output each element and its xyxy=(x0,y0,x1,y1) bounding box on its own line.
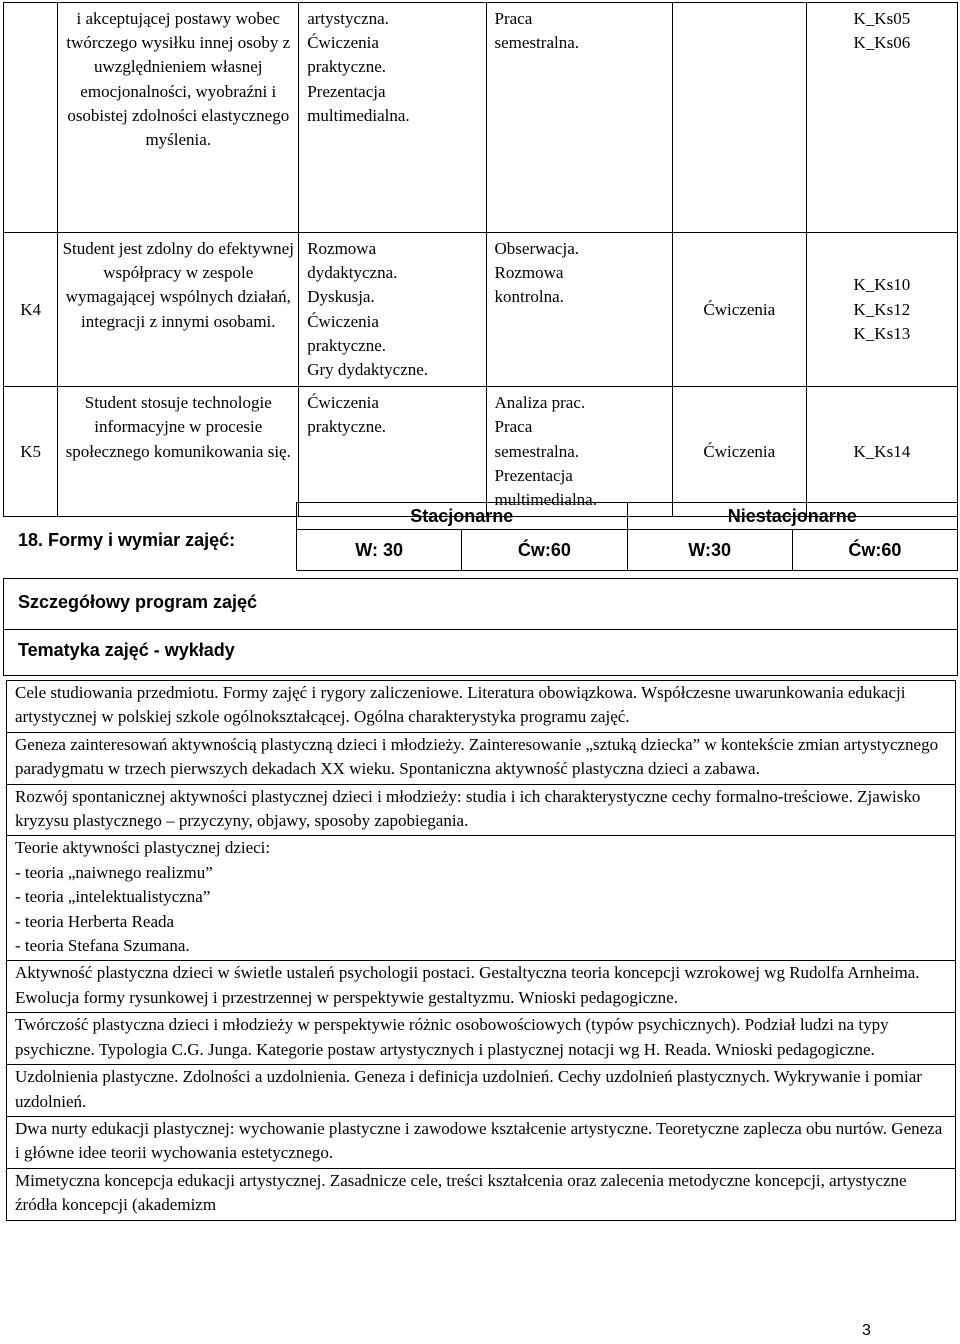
method-line: praktyczne. xyxy=(307,417,387,437)
topic-text: Twórczość plastyczna dzieci i młodzieży w perspektywie różnic osobowościowych (typów psychicznych). Podział ludzi na typy psychiczne. Typologia C.G. Junga. Kategorie postaw artystycznych i plastycznej notacji wg H. Reada. Wnioski pedagogiczne. xyxy=(7,1013,956,1065)
section-18-label: 18. Formy i wymiar zajęć: xyxy=(18,530,236,550)
effect-methods xyxy=(299,3,486,233)
effect-code: K4 xyxy=(4,233,58,387)
part-time-header: Niestacjonarne xyxy=(627,503,958,530)
reference-code: K_Ks06 xyxy=(853,33,911,53)
verification-line: Praca xyxy=(494,9,533,28)
topic-row xyxy=(7,1116,956,1168)
effects-row xyxy=(4,3,958,233)
topic-text: Dwa nurty edukacji plastycznej: wychowanie plastyczne i zawodowe kształcenie artystyczne. Teoretyczne zaplecza obu nurtów. Geneza i główne idee teorii wychowania estetycznego. xyxy=(7,1116,956,1168)
topic-text: Mimetyczna koncepcja edukacji artystycznej. Zasadnicze cele, treści kształcenia oraz zalecenia metodyczne koncepcji, artystyczne źródła koncepcji (akademizm xyxy=(7,1168,956,1220)
reference-code: K_Ks13 xyxy=(853,323,911,343)
method-line: Ćwiczenia xyxy=(307,33,379,53)
method-line: artystyczna. xyxy=(307,9,389,28)
full-time-lecture-hours: W: 30 xyxy=(297,530,462,571)
full-time-header: Stacjonarne xyxy=(297,503,628,530)
method-line: praktyczne. xyxy=(307,335,387,355)
full-time-exercise-hours: Ćw:60 xyxy=(462,530,627,571)
effect-references xyxy=(806,387,957,517)
learning-effects-table xyxy=(3,2,958,517)
lecture-topics-title: Tematyka zajęć - wykłady xyxy=(18,640,235,660)
topic-text: Rozwój spontanicznej aktywności plastycznej dzieci i młodzieży: studia i ich charakterystyczne cechy formalno-treściowe. Zjawisko kryzysu plastycznego – przyczyny, objawy, sposoby zapobiegania. xyxy=(7,784,956,836)
topic-text: Cele studiowania przedmiotu. Formy zajęć i rygory zaliczeniowe. Literatura obowiązkowa. Współczesne uwarunkowania edukacji artystycznej w polskiej szkole ogólnokształcącej. Ogólna charakterystyka programu zajęć. xyxy=(7,681,956,733)
effect-form xyxy=(672,3,806,233)
part-time-exercise-hours: Ćw:60 xyxy=(792,530,957,571)
topic-row xyxy=(7,1168,956,1220)
method-line: multimedialna. xyxy=(307,105,410,125)
reference-code: K_Ks14 xyxy=(853,441,911,461)
verification-line: Obserwacja. xyxy=(494,239,580,258)
forms-values-row xyxy=(297,530,958,571)
method-line: Prezentacja xyxy=(307,81,386,101)
topic-row xyxy=(7,681,956,733)
verification-line: Praca xyxy=(494,417,533,437)
verification-line: Rozmowa xyxy=(494,263,564,283)
effect-code: K5 xyxy=(4,387,58,517)
method-line: praktyczne. xyxy=(307,57,387,77)
part-time-lecture-hours: W:30 xyxy=(627,530,792,571)
reference-code: K_Ks12 xyxy=(853,299,911,319)
method-line: Ćwiczenia xyxy=(307,393,379,413)
effect-form: Ćwiczenia xyxy=(672,387,806,517)
effect-verification xyxy=(486,3,672,233)
topic-row xyxy=(7,1013,956,1065)
effect-verification xyxy=(486,387,672,517)
effects-row xyxy=(4,233,958,387)
topic-row xyxy=(7,836,956,961)
verification-line: semestralna. xyxy=(494,33,580,53)
forms-header-row xyxy=(297,503,958,530)
topic-row xyxy=(7,1065,956,1117)
effect-description: Student stosuje technologie informacyjne w procesie społecznego komunikowania się. xyxy=(58,387,299,517)
verification-line: Prezentacja xyxy=(494,465,573,485)
effect-form: Ćwiczenia xyxy=(672,233,806,387)
method-line: Ćwiczenia xyxy=(307,311,379,331)
effect-methods xyxy=(299,387,486,517)
verification-line: multimedialna. xyxy=(494,490,597,510)
topic-row xyxy=(7,961,956,1013)
method-line: dydaktyczna. xyxy=(307,263,398,283)
method-line: Gry dydaktyczne. xyxy=(307,360,429,380)
reference-code: K_Ks05 xyxy=(853,9,911,28)
forms-hours-table xyxy=(296,502,958,571)
effect-references xyxy=(806,233,957,387)
effect-verification xyxy=(486,233,672,387)
verification-line: kontrolna. xyxy=(494,287,564,307)
topic-text: Aktywność plastyczna dzieci w świetle ustaleń psychologii postaci. Gestaltyczna teoria koncepcji wzrokowej wg Rudolfa Arnheima. Ewolucja formy rysunkowej i przestrzennej w perspektywie gestaltyzmu. Wnioski pedagogiczne. xyxy=(7,961,956,1013)
method-line: Rozmowa xyxy=(307,239,377,258)
effect-references xyxy=(806,3,957,233)
topic-row xyxy=(7,732,956,784)
lecture-topics-table xyxy=(6,680,956,1221)
topic-row xyxy=(7,784,956,836)
effect-methods xyxy=(299,233,486,387)
effects-row xyxy=(4,387,958,517)
topic-text: Teorie aktywności plastycznej dzieci: - teoria „naiwnego realizmu” - teoria „intelektualistyczna” - teoria Herberta Reada - teoria Stefana Szumana. xyxy=(7,836,956,961)
topic-text: Uzdolnienia plastyczne. Zdolności a uzdolnienia. Geneza i definicja uzdolnień. Cechy uzdolnień plastycznych. Wykrywanie i pomiar uzdolnień. xyxy=(7,1065,956,1117)
program-title: Szczegółowy program zajęć xyxy=(18,592,258,612)
reference-code: K_Ks10 xyxy=(853,275,911,295)
effect-description: Student jest zdolny do efektywnej współpracy w zespole wymagającej wspólnych działań, integracji z innymi osobami. xyxy=(58,233,299,387)
topic-text: Geneza zainteresowań aktywnością plastyczną dzieci i młodzieży. Zainteresowanie „sztuką dziecka” w kontekście zmian artystycznego paradygmatu w trzech pierwszych dekadach XX wieku. Spontaniczna aktywność plastyczna dzieci a zabawa. xyxy=(7,732,956,784)
verification-line: Analiza prac. xyxy=(494,393,586,413)
verification-line: semestralna. xyxy=(494,441,580,461)
effect-description: i akceptującej postawy wobec twórczego wysiłku innej osoby z uwzględnieniem własnej emocjonalności, wyobraźni i osobistej zdolności elastycznego myślenia. xyxy=(58,3,299,233)
effect-code xyxy=(4,3,58,233)
method-line: Dyskusja. xyxy=(307,287,375,307)
page-number: 3 xyxy=(862,1322,871,1339)
